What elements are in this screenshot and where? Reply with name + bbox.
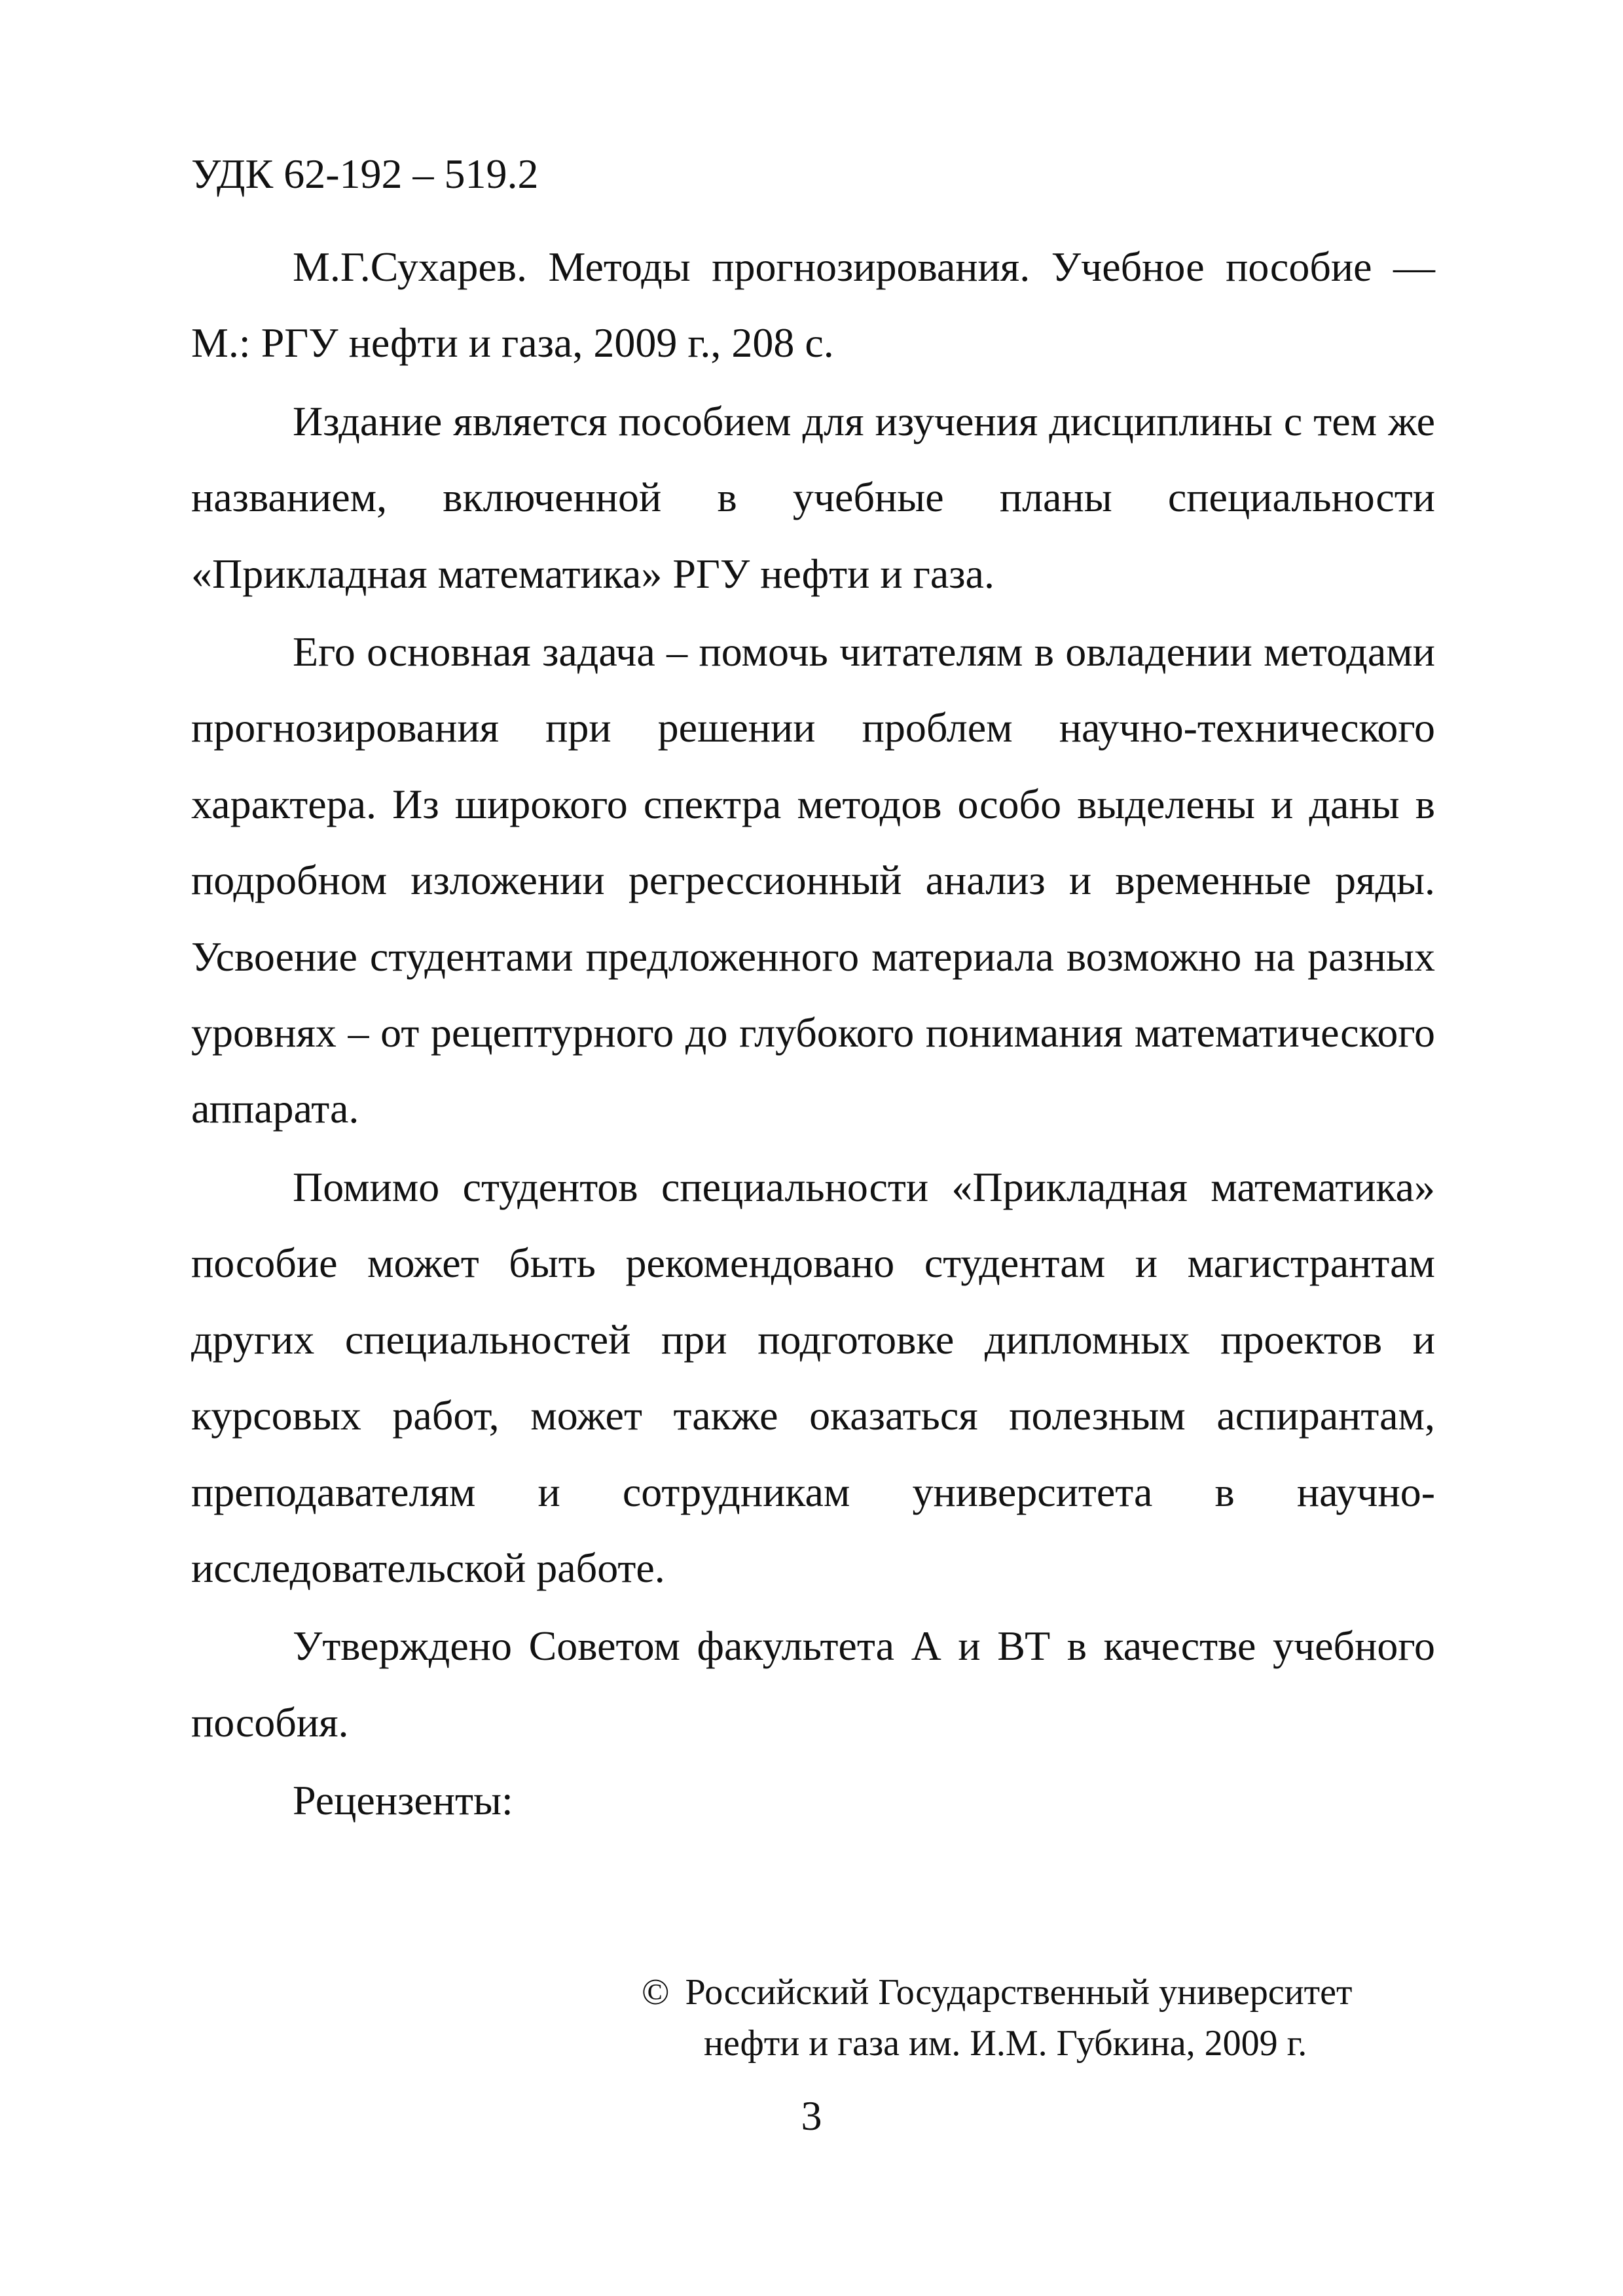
copyright-notice (642, 1967, 1414, 2069)
copyright-holder: Российский Государственный университет (685, 1972, 1353, 2013)
bibliographic-reference: М.Г.Сухарев. Методы прогнозирования. Учебное пособие — М.: РГУ нефти и газа, 2009 г., 208 с. (191, 243, 1435, 367)
copyright-line-2: нефти и газа им. И.М. Губкина, 2009 г. (704, 2023, 1307, 2064)
udk-code: УДК 62-192 – 519.2 (191, 151, 539, 197)
annotation-body (191, 229, 1435, 1841)
copyright-line-1 (642, 1967, 1414, 2018)
copyright-sign: © (642, 1972, 670, 2013)
approval-paragraph: Утверждено Советом факультета А и ВТ в качестве учебного пособия. (191, 1623, 1435, 1746)
main-goal-paragraph: Его основная задача – помочь читателям в овладении методами прогнозирования при решении проблем научно-технического характера. Из широкого спектра методов особо выделены и даны в подробном изложении регрессионный анализ и временные ряды. Усвоение студентами предложенного материала возможно на разных уровнях – от рецептурного до глубокого понимания математического аппарата. (191, 628, 1435, 1132)
reviewers-label: Рецензенты: (293, 1777, 513, 1824)
page-number: 3 (801, 2092, 822, 2139)
audience-paragraph: Помимо студентов специальности «Прикладная математика» пособие может быть рекомендовано студентам и магистрантам других специальностей при подготовке дипломных проектов и курсовых работ, может также оказаться полезным аспирантам, преподавателям и сотрудникам университета в научно-исследовательской работе. (191, 1163, 1435, 1591)
edition-description: Издание является пособием для изучения дисциплины с тем же названием, включенной в учебные планы специальности «Прикладная математика» РГУ нефти и газа. (191, 397, 1435, 597)
